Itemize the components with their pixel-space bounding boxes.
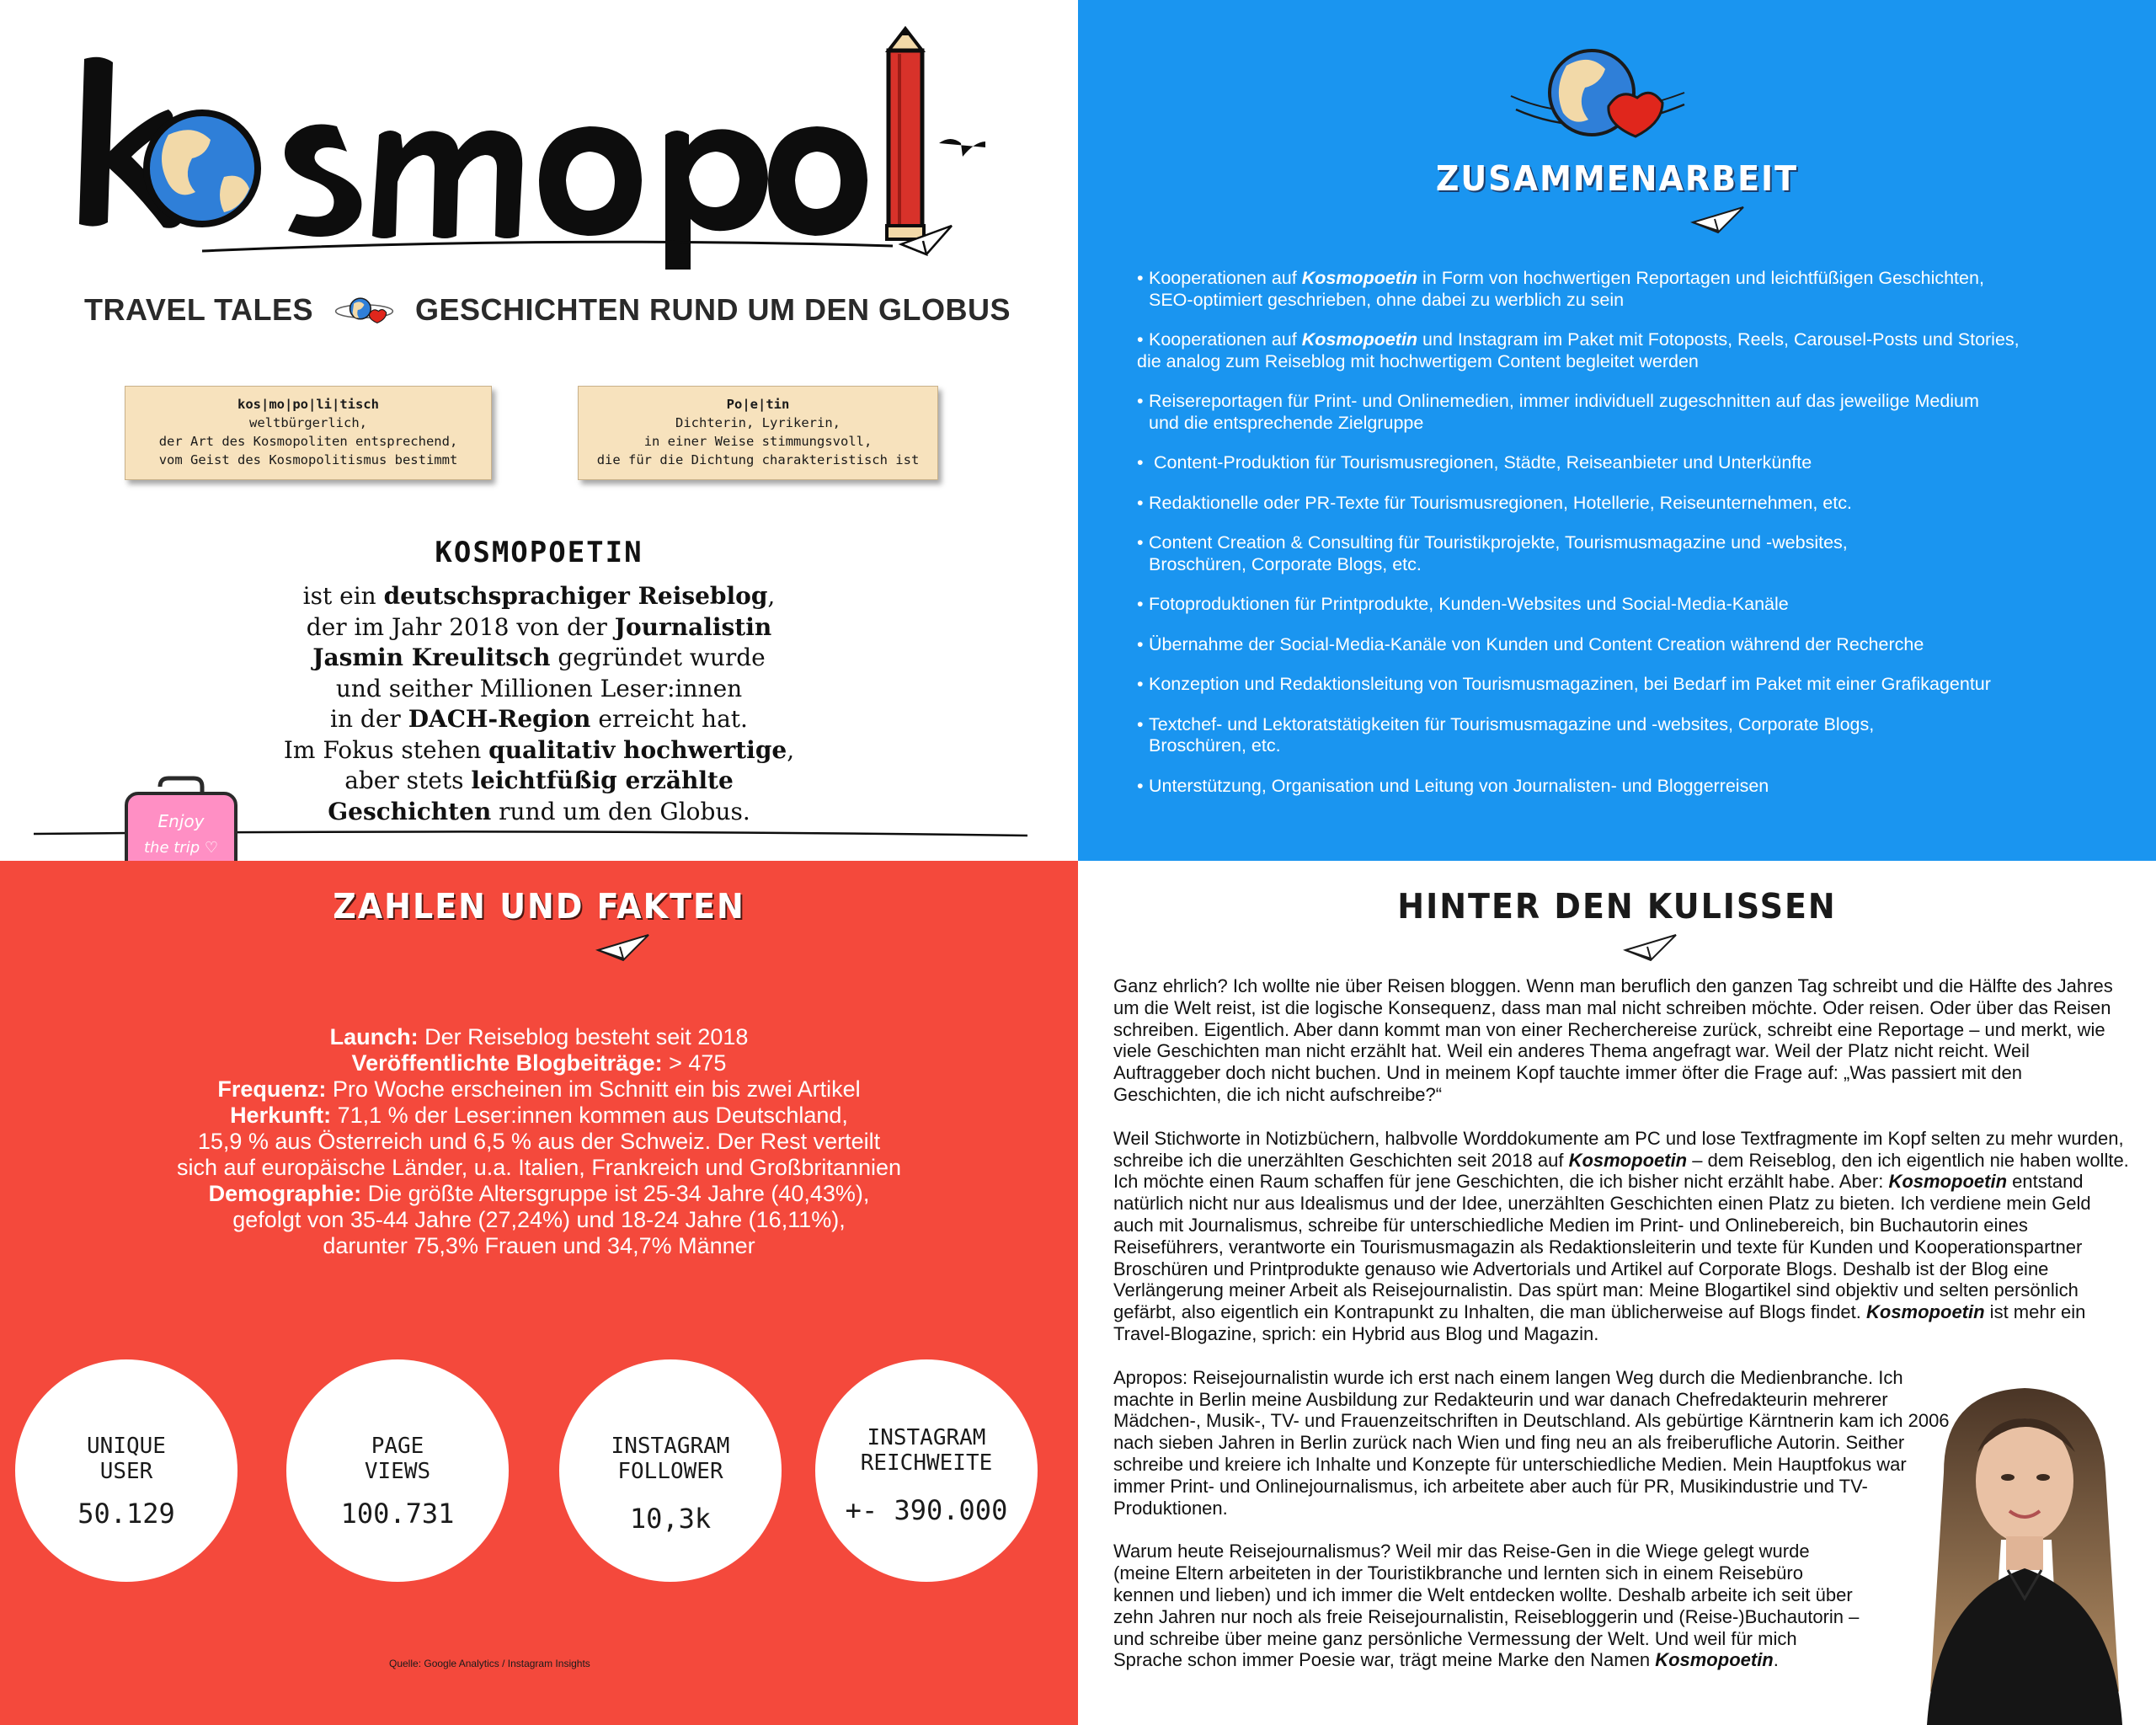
definition-card-poetin	[578, 386, 938, 480]
list-item-text: Übernahme der Social-Media-Kanäle von Kunden und Content Creation während der Recherche	[1149, 633, 1924, 654]
brand-name: Kosmopoetin	[1866, 1301, 1985, 1323]
fact-text: Pro Woche erscheinen im Schnitt ein bis zwei Artikel	[326, 1076, 861, 1102]
list-item: • Konzeption und Redaktionsleitung von Tourismusmagazinen, bei Bedarf im Paket mit einer Grafikagentur	[1137, 674, 1991, 694]
about-text-fragment: gegründet wurde	[550, 644, 766, 671]
stat-label: INSTAGRAM REICHWEITE	[860, 1425, 993, 1476]
definition-line: vom Geist des Kosmopolitismus bestimmt	[158, 452, 458, 467]
about-text-fragment: und seither Millionen Leser:innen	[335, 674, 743, 702]
list-item-text: Content-Produktion für Tourismusregionen, Städte, Reiseanbieter und Unterkünfte	[1149, 452, 1812, 473]
list-item-text: Content Creation & Consulting für Touristikprojekte, Tourismusmagazine und -websites,	[1149, 532, 1848, 553]
story-text-fragment: – dem Reiseblog, den ich eigentlich nie haben wollte. Ich möchte einen Raum schaffen für jene Geschichten, die ich bisher nicht erzählt habe. Aber:	[1113, 1149, 2129, 1193]
facts-title: ZAHLEN UND FAKTEN	[333, 886, 745, 927]
globe-heart-icon	[332, 286, 397, 334]
about-text-bold: DACH-Region	[408, 705, 591, 733]
story-text-fragment: ist mehr ein Travel-Blogazine, sprich: ein Hybrid aus Blog und Magazin.	[1113, 1301, 2086, 1344]
brand-name: Kosmopoetin	[1655, 1649, 1774, 1671]
about-text-fragment: aber stets	[344, 766, 472, 794]
tagline-right: GESCHICHTEN RUND UM DEN GLOBUS	[414, 292, 1011, 327]
kosmopoetin-logo[interactable]	[59, 25, 985, 270]
list-item: • Kooperationen auf Kosmopoetin und Instagram im Paket mit Fotoposts, Reels, Carousel-Posts und Stories, die analog zum Reiseblog mit hochwertigem Content begleitet werden	[1137, 329, 2020, 371]
story-paragraph: Apropos: Reisejournalistin wurde ich erst nach einem langen Weg durch die Medienbranche. Ich machte in Berlin meine Ausbildung zur Redakteurin und war danach Chefredakteurin mehrerer Mädchen-, Musik-, TV- und Frauenzeitschriften in Deutschland. Als gebürtige Kärntnerin kam ich 2006 nach sieben Jahren in Berlin zurück nach Wien und fing neu an als freiberufliche Autorin. Seither schreibe und kreiere ich Inhalte und Konzepte für unterschiedliche Medien. Mein Hauptfokus war immer Print- und Onlinejournalismus, ich arbeitete aber auch für PR, Musikindustrie und TV-Produktionen.	[1113, 1366, 1950, 1519]
about-text	[236, 581, 842, 827]
about-text-bold: leichtfüßig erzählte	[471, 766, 734, 794]
fact-text: Der Reiseblog besteht seit 2018	[418, 1024, 749, 1049]
behind-the-scenes-title: HINTER DEN KULISSEN	[1397, 886, 1837, 927]
about-text-fragment: der im Jahr 2018 von der	[306, 612, 615, 641]
logo-artwork	[59, 25, 985, 270]
list-item-text: und die entsprechende Zielgruppe	[1149, 412, 1424, 433]
story-text-fragment: Weil Stichworte in Notizbüchern, halbvolle Worddokumente am PC und lose Textfragmente im Kopf selten zu mehr wurden, schreibe ich die unerzählten Geschichten seit 2018 auf	[1113, 1127, 2124, 1171]
brand-name: Kosmopoetin	[1568, 1149, 1688, 1171]
list-item: • Redaktionelle oder PR-Texte für Tourismusregionen, Hotellerie, Reiseunternehmen, etc.	[1137, 492, 1852, 513]
globe-heart-icon	[1499, 25, 1701, 152]
fact-label: Launch:	[329, 1024, 419, 1049]
suitcase-icon	[118, 775, 244, 861]
fact-label: Herkunft:	[230, 1103, 332, 1128]
stat-instagram-reichweite	[815, 1359, 1038, 1582]
fact-text: 15,9 % aus Österreich und 6,5 % aus der Schweiz. Der Rest verteilt	[197, 1129, 881, 1154]
about-text-fragment: ,	[787, 735, 795, 764]
source-note: Quelle: Google Analytics / Instagram Insights	[389, 1658, 590, 1669]
about-section	[0, 0, 1078, 861]
paper-plane-icon	[590, 930, 657, 964]
fact-text: 71,1 % der Leser:innen kommen aus Deutschland,	[331, 1103, 848, 1128]
story-text-fragment: .	[1773, 1649, 1779, 1671]
stat-value: 50.129	[77, 1498, 175, 1530]
story-paragraph	[1113, 1541, 1863, 1671]
definition-line: in einer Weise stimmungsvoll,	[643, 434, 873, 449]
list-item: • Content Creation & Consulting für Touristikprojekte, Tourismusmagazine und -websites, Broschüren, Corporate Blogs, etc.	[1137, 532, 1848, 574]
list-item-text: die analog zum Reiseblog mit hochwertigem Content begleitet werden	[1137, 350, 1699, 371]
stat-label: INSTAGRAM FOLLOWER	[611, 1434, 730, 1484]
globe-icon	[147, 113, 258, 224]
about-text-fragment: erreicht hat.	[590, 705, 748, 733]
fact-text: gefolgt von 35-44 Jahre (27,24%) und 18-24 Jahre (16,11%),	[232, 1207, 846, 1232]
paper-plane-icon	[1684, 202, 1752, 236]
story-paragraph	[1113, 1128, 2132, 1345]
list-item: • Kooperationen auf Kosmopoetin in Form von hochwertigen Reportagen und leichtfüßigen Geschichten, SEO-optimiert geschrieben, ohne dabei zu werblich zu sein	[1137, 268, 1984, 310]
stat-instagram-follower	[559, 1359, 782, 1582]
about-text-bold: deutschsprachiger Reiseblog	[383, 582, 768, 610]
suitcase-text: the trip ♡	[143, 839, 219, 857]
fact-text: sich auf europäische Länder, u.a. Italien, Frankreich und Großbritannien	[176, 1155, 901, 1180]
facts-text	[101, 1024, 977, 1259]
suitcase-text: Enjoy	[157, 811, 205, 831]
fact-text: > 475	[662, 1050, 727, 1076]
list-item-text: Broschüren, Corporate Blogs, etc.	[1149, 553, 1422, 574]
list-item-text: Textchef- und Lektoratstätigkeiten für Tourismusmagazine und -websites, Corporate Blogs,	[1149, 713, 1875, 734]
fact-text: Die größte Altersgruppe ist 25-34 Jahre (40,43%),	[361, 1181, 870, 1206]
stat-label: UNIQUE USER	[87, 1434, 166, 1484]
brand-name: Kosmopoetin	[1301, 329, 1418, 350]
fact-label: Frequenz:	[217, 1076, 327, 1102]
list-item-text: Reisereportagen für Print- und Onlinemedien, immer individuell zugeschnitten auf das jeweilige Medium	[1149, 391, 1979, 411]
definition-headword: kos|mo|po|li|tisch	[237, 397, 379, 412]
author-portrait	[1893, 1371, 2156, 1725]
about-text-bold: qualitativ hochwertige	[488, 735, 787, 764]
list-item-text: Broschüren, etc.	[1149, 735, 1281, 756]
fact-text: darunter 75,3% Frauen und 34,7% Männer	[323, 1233, 755, 1258]
tagline	[84, 286, 1011, 334]
definition-line: Dichterin, Lyrikerin,	[675, 415, 841, 430]
list-item: • Textchef- und Lektoratstätigkeiten für Tourismusmagazine und -websites, Corporate Blogs, Broschüren, etc.	[1137, 713, 1875, 756]
list-item-text: SEO-optimiert geschrieben, ohne dabei zu werblich zu sein	[1149, 289, 1625, 310]
stat-value: 10,3k	[629, 1503, 712, 1535]
story-text-fragment: Warum heute Reisejournalismus? Weil mir das Reise-Gen in die Wiege gelegt wurde (meine Eltern arbeiteten in der Touristikbranche und lernten sich in einem Reisebüro kennen und lieben) und ich immer die Welt entdecken wollte. Deshalb arbeite ich seit über zehn Jahren nur noch als freie Reisejournalistin, Reisebloggerin und (Reise-)Buchautorin – und schreibe über meine ganz persönliche Vermessung der Welt. Und weil für mich Sprache schon immer Poesie war, trägt meine Marke den Namen	[1113, 1541, 1860, 1671]
list-item-text: Kooperationen auf	[1149, 329, 1302, 350]
list-item: • Content-Produktion für Tourismusregionen, Städte, Reiseanbieter und Unterkünfte	[1137, 452, 1812, 473]
brand-name: Kosmopoetin	[1888, 1171, 2008, 1193]
behind-the-scenes-section	[1078, 861, 2156, 1725]
cooperation-list	[1137, 268, 2114, 815]
list-item-text: Redaktionelle oder PR-Texte für Tourismusregionen, Hotellerie, Reiseunternehmen, etc.	[1149, 492, 1852, 513]
list-item-text: Fotoproduktionen für Printprodukte, Kunden-Websites und Social-Media-Kanäle	[1149, 594, 1789, 614]
tagline-left: TRAVEL TALES	[84, 292, 314, 327]
about-text-bold: Geschichten	[328, 797, 492, 825]
fact-label: Veröffentlichte Blogbeiträge:	[351, 1050, 663, 1076]
list-item-text: und Instagram im Paket mit Fotoposts, Reels, Carousel-Posts und Stories,	[1417, 329, 2020, 350]
stat-label: PAGE VIEWS	[364, 1434, 431, 1484]
definition-line: der Art des Kosmopoliten entsprechend,	[158, 434, 458, 449]
brand-name: Kosmopoetin	[1301, 268, 1418, 288]
stat-value: 100.731	[340, 1498, 455, 1530]
list-item: • Fotoproduktionen für Printprodukte, Kunden-Websites und Social-Media-Kanäle	[1137, 594, 1789, 614]
cooperation-section	[1078, 0, 2156, 861]
about-text-fragment: rund um den Globus.	[491, 797, 750, 825]
list-item: • Reisereportagen für Print- und Onlinemedien, immer individuell zugeschnitten auf das jeweilige Medium und die entsprechende Zielgruppe	[1137, 391, 1979, 433]
stat-value: +- 390.000	[845, 1494, 1008, 1526]
list-item-text: Unterstützung, Organisation und Leitung von Journalisten- und Bloggerreisen	[1149, 775, 1769, 796]
about-text-bold: Jasmin Kreulitsch	[312, 644, 551, 671]
facts-section	[0, 861, 1078, 1725]
story-text-fragment: entstand natürlich nicht nur aus Idealismus und der Idee, unerzählten Geschichten einen Platz zu bieten. Ich verdiene mein Geld auch mit Journalismus, schreibe für unterschiedliche Medien im Print- und Onlinebereich, bin Buchautorin eines Reiseführers, verantworte ein Tourismusmagazin als Redaktionsleiterin und texte für Kunden und Kooperationspartner Broschüren und Printprodukte genauso wie Advertorials und Artikel auf Corporate Blogs. Deshalb ist der Blog eine Verlängerung meiner Arbeit als Reisejournalistin. Das spürt man: Meine Blogartikel sind objektiv und selten persönlich gefärbt, also eigentlich ein Kontrapunkt zu Inhalten, die man üblicherweise auf Blogs findet.	[1113, 1171, 2091, 1323]
story-paragraph: Ganz ehrlich? Ich wollte nie über Reisen bloggen. Wenn man beruflich den ganzen Tag schreibt und die Hälfte des Jahres um die Welt reist, ist die logische Konsequenz, dass man mal nicht schreiben möchte. Oder reisen. Oder über das Reisen schreiben. Eigentlich. Aber dann kommt man von einer Recherchereise zurück, schreibt eine Reportage – und merkt, wie viele Geschichten man nicht erzählt hat. Weil ein anderes Thema angefragt war. Weil der Platz nicht reicht. Weil Auftraggeber doch nicht buchen. Und in meinem Kopf tauchte immer öfter die Frage auf: „Was passiert mit den Geschichten, die ich nicht aufschreibe?“	[1113, 975, 2113, 1105]
list-item-text: in Form von hochwertigen Reportagen und leichtfüßigen Geschichten,	[1417, 268, 1984, 288]
list-item: • Übernahme der Social-Media-Kanäle von Kunden und Content Creation während der Recherche	[1137, 633, 1924, 654]
definition-card-kosmopolitisch	[125, 386, 492, 480]
stat-unique-user	[15, 1359, 237, 1582]
about-text-fragment: ist ein	[302, 582, 384, 610]
definition-line: die für die Dichtung charakteristisch ist	[596, 452, 920, 467]
definition-headword: Po|e|tin	[726, 397, 790, 412]
about-text-fragment: ,	[767, 582, 776, 610]
list-item-text: Kooperationen auf	[1149, 268, 1302, 288]
stat-page-views	[286, 1359, 509, 1582]
list-item: • Unterstützung, Organisation und Leitung von Journalisten- und Bloggerreisen	[1137, 775, 1769, 796]
about-title: KOSMOPOETIN	[435, 536, 643, 569]
definition-line: weltbürgerlich,	[249, 415, 367, 430]
about-text-bold: Journalistin	[614, 612, 772, 641]
pencil-icon	[887, 29, 924, 239]
about-text-fragment: in der	[330, 705, 408, 733]
fact-label: Demographie:	[208, 1181, 362, 1206]
paper-plane-icon	[1617, 930, 1684, 964]
list-item-text: Konzeption und Redaktionsleitung von Tourismusmagazinen, bei Bedarf im Paket mit einer Grafikagentur	[1149, 674, 1991, 694]
about-text-fragment: Im Fokus stehen	[283, 735, 489, 764]
cooperation-title: ZUSAMMENARBEIT	[1435, 158, 1799, 199]
